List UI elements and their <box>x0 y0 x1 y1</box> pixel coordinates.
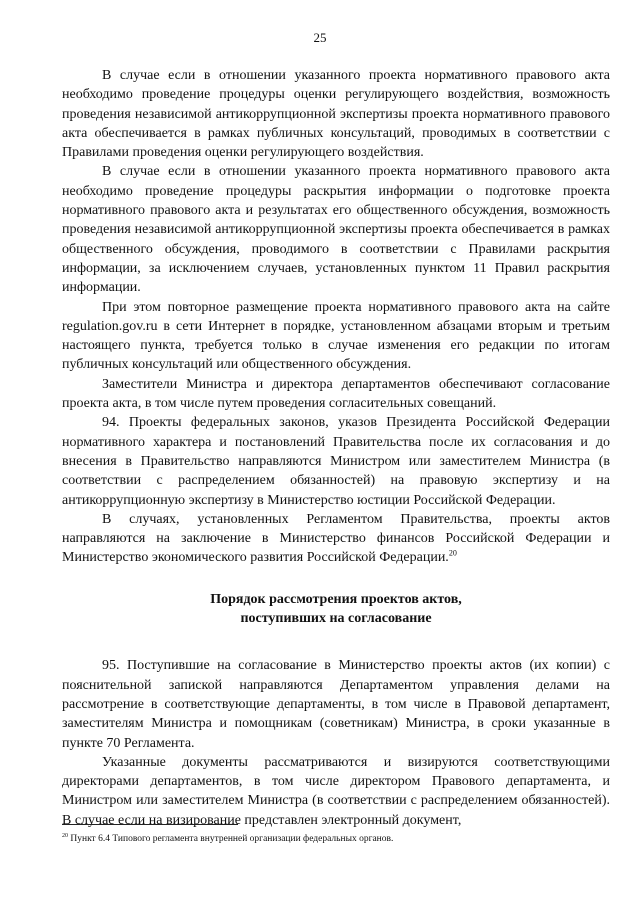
document-body <box>62 66 610 830</box>
paragraph: В случае если в отношении указанного проекта нормативного правового акта необходимо проведение процедуры оценки регулирующего воздействия, возможность проведения независимой антикоррупционной экспертизы проекта нормативного правового акта обеспечивается в рамках публичных консультаций, проводимых в соответствии с Правилами проведения оценки регулирующего воздействия. <box>62 68 610 161</box>
paragraph: При этом повторное размещение проекта нормативного правового акта на сайте regulation.gov.ru в сети Интернет в порядке, установленном абзацами вторым и третьим настоящего пункта, требуется только в случае изменения его редакции по итогам публичных консультаций или общественного обсуждения. <box>62 299 610 373</box>
footnote-number: 20 <box>62 832 68 839</box>
page-number: 25 <box>313 30 327 45</box>
paragraph <box>62 510 610 568</box>
paragraph: 94. Проекты федеральных законов, указов Президента Российской Федерации нормативного характера и постановлений Правительства после их согласования и до внесения в Правительство направляются Министром или заместителем Министра (в соответствии с распределением обязанностей) на правовую экспертизу и на антикоррупционную экспертизу в Министерство юстиции Российской Федерации. <box>62 415 610 508</box>
paragraph: Указанные документы рассматриваются и визируются соответствующими директорами департаментов, в том числе директором Правового департамента, и Министром или заместителем Министра (в соответствии с распределением обязанностей). В случае если на визирование представлен электронный документ, <box>62 754 610 828</box>
paragraph: Заместители Министра и директора департаментов обеспечивают согласование проекта акта, в том числе путем проведения согласительных совещаний. <box>62 376 610 412</box>
section-heading-line: поступивших на согласование <box>240 611 432 627</box>
footnote-reference[interactable]: 20 <box>448 548 457 558</box>
paragraph: 95. Поступившие на согласование в Министерство проекты актов (их копии) с пояснительной запиской направляются Департаментом управления делами на рассмотрение в соответствующие департаменты, в том числе в Правовой департамент, заместителям Министра и помощникам (советникам) Министра, в сроки указанные в пункте 70 Регламента. <box>62 658 610 751</box>
section-heading-line: Порядок рассмотрения проектов актов, <box>210 591 462 607</box>
footnote <box>62 833 610 845</box>
paragraph-text: В случаях, установленных Регламентом Правительства, проекты актов направляются на заключение в Министерство финансов Российской Федерации и Министерство экономического развития Российской Федерации. <box>62 511 610 566</box>
footnote-divider <box>62 824 238 825</box>
paragraph: В случае если в отношении указанного проекта нормативного правового акта необходимо проведение процедуры раскрытия информации о подготовке проекта нормативного правового акта и результатах его общественного обсуждения, возможность проведения независимой антикоррупционной экспертизы проекта обеспечивается в рамках общественного обсуждения, проводимого в соответствии с Правилами раскрытия информации, за исключением случаев, установленных пунктом 11 Правил раскрытия информации. <box>62 164 610 296</box>
section-heading <box>62 590 610 629</box>
footnote-text: Пункт 6.4 Типового регламента внутренней организации федеральных органов. <box>70 834 394 844</box>
